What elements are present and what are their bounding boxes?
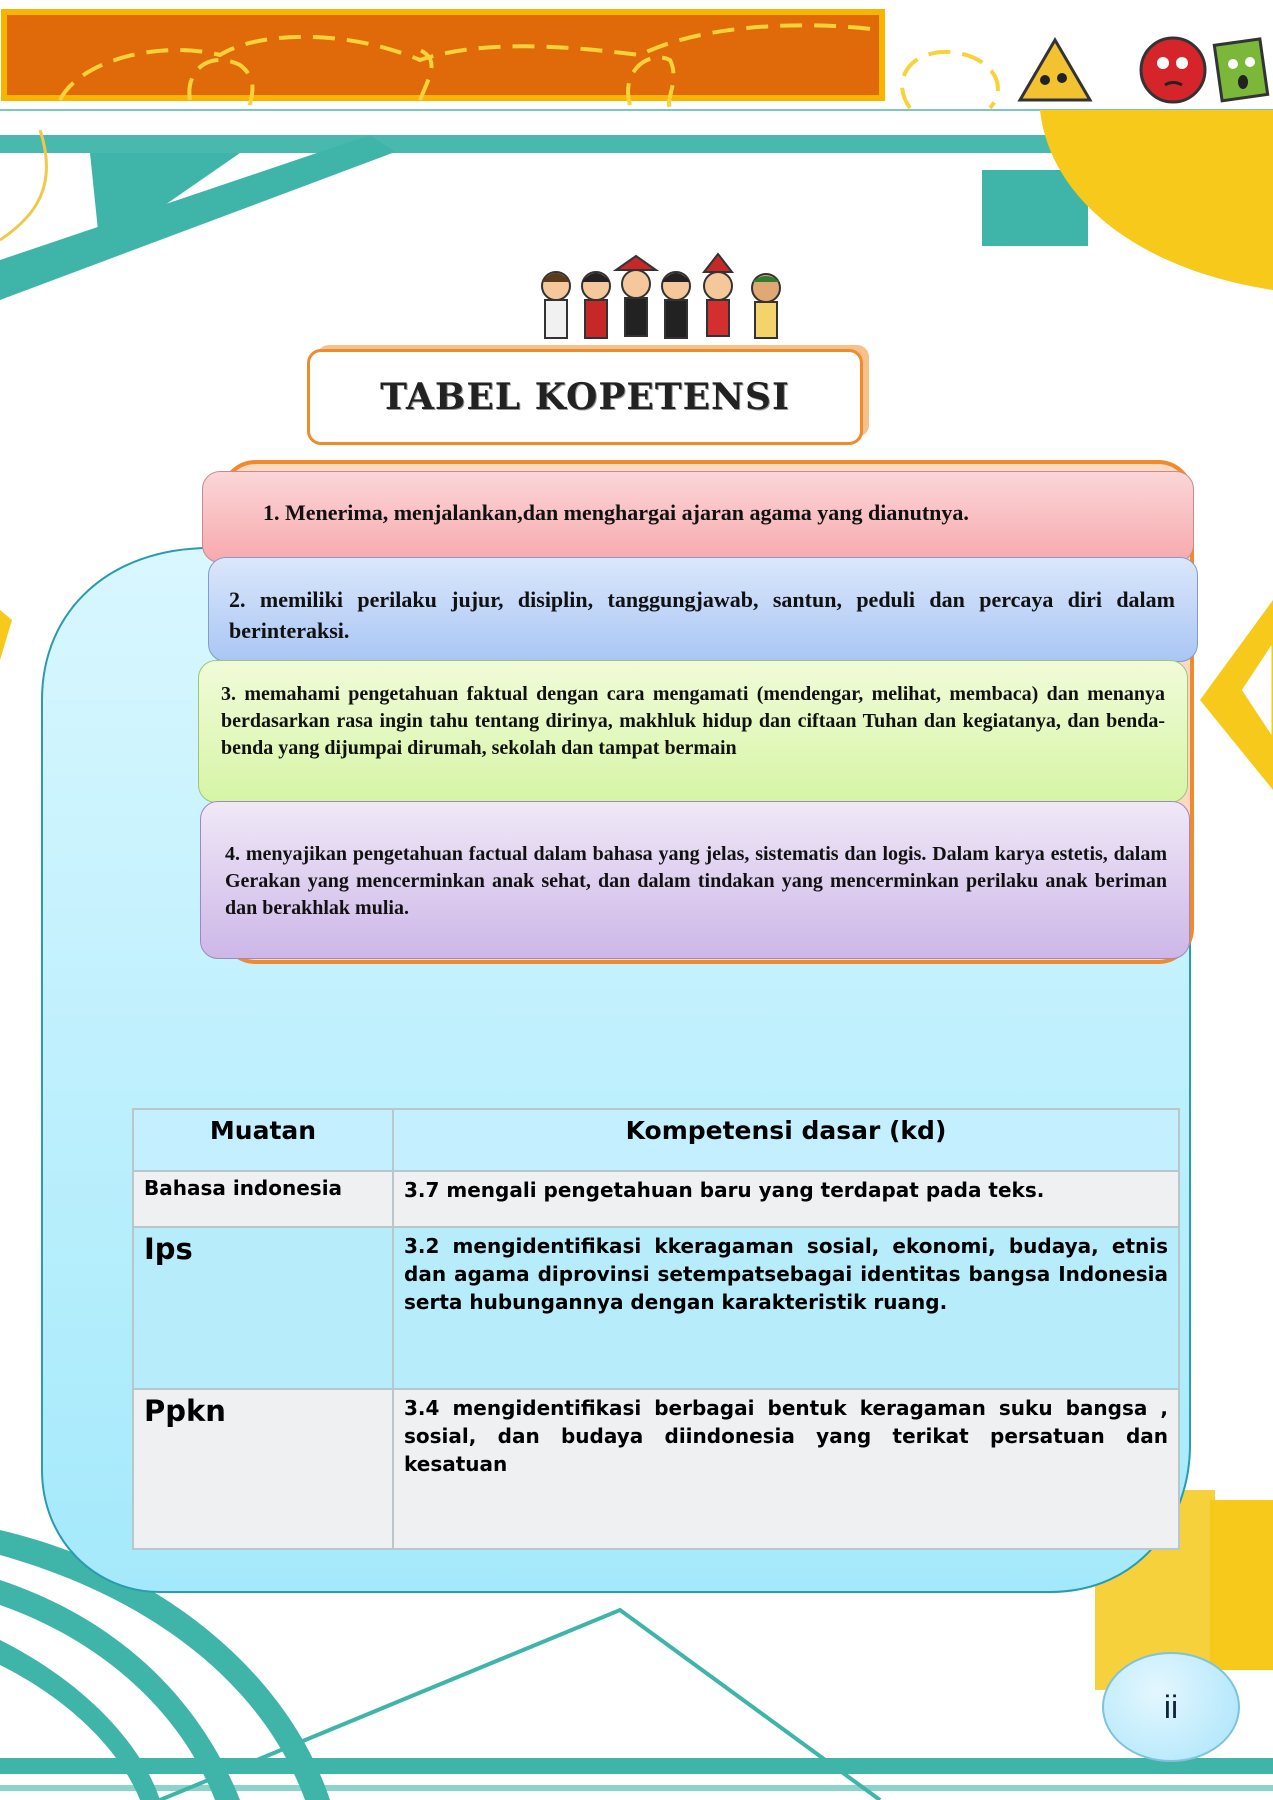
children-illustration bbox=[542, 254, 780, 338]
table-row bbox=[133, 1389, 1179, 1549]
table-row bbox=[133, 1171, 1179, 1227]
header-kompetensi-dasar: Kompetensi dasar (kd) bbox=[393, 1109, 1179, 1171]
competency-table bbox=[132, 1108, 1180, 1550]
competency-item-3: 3. memahami pengetahuan faktual dengan cara mengamati (mendengar, melihat, membaca) dan menanya berdasarkan rasa ingin tahu tentang dirinya, makhluk hidup dan ciftaan Tuhan dan kegiatanya, dan benda-benda yang dijumpai dirumah, sekolah dan tampat bermain bbox=[198, 660, 1188, 803]
competency-item-1: 1. Menerima, menjalankan,dan menghargai ajaran agama yang dianutnya. bbox=[202, 471, 1194, 563]
subject-label: Ppkn bbox=[144, 1394, 226, 1428]
table-header-row bbox=[133, 1109, 1179, 1171]
table-row bbox=[133, 1227, 1179, 1389]
page-title: TABEL KOPETENSI bbox=[380, 376, 790, 418]
competency-item-2: 2. memiliki perilaku jujur, disiplin, tanggungjawab, santun, peduli dan percaya diri dalam berinteraksi. bbox=[208, 557, 1198, 662]
kd-text: 3.2 mengidentifikasi kkeragaman sosial, ekonomi, budaya, etnis dan agama diprovinsi setempatsebagai identitas bangsa Indonesia serta hubungannya dengan karakteristik ruang. bbox=[404, 1234, 1168, 1314]
header-muatan: Muatan bbox=[133, 1109, 393, 1171]
kd-text: 3.4 mengidentifikasi berbagai bentuk keragaman suku bangsa , sosial, dan budaya diindonesia yang terikat persatuan dan kesatuan bbox=[404, 1396, 1168, 1476]
subject-label: Bahasa indonesia bbox=[144, 1176, 343, 1200]
title-box bbox=[307, 349, 863, 445]
competency-item-4: 4. menyajikan pengetahuan factual dalam bahasa yang jelas, sistematis dan logis. Dalam karya estetis, dalam Gerakan yang mencerminkan anak sehat, dan dalam tindakan yang mencerminkan perilaku anak beriman dan berakhlak mulia. bbox=[200, 801, 1190, 959]
page-number: ii bbox=[1102, 1652, 1240, 1762]
kd-text: 3.7 mengali pengetahuan baru yang terdapat pada teks. bbox=[404, 1178, 1045, 1202]
subject-label: Ips bbox=[144, 1232, 193, 1266]
shape-mascots-illustration bbox=[1020, 38, 1268, 102]
